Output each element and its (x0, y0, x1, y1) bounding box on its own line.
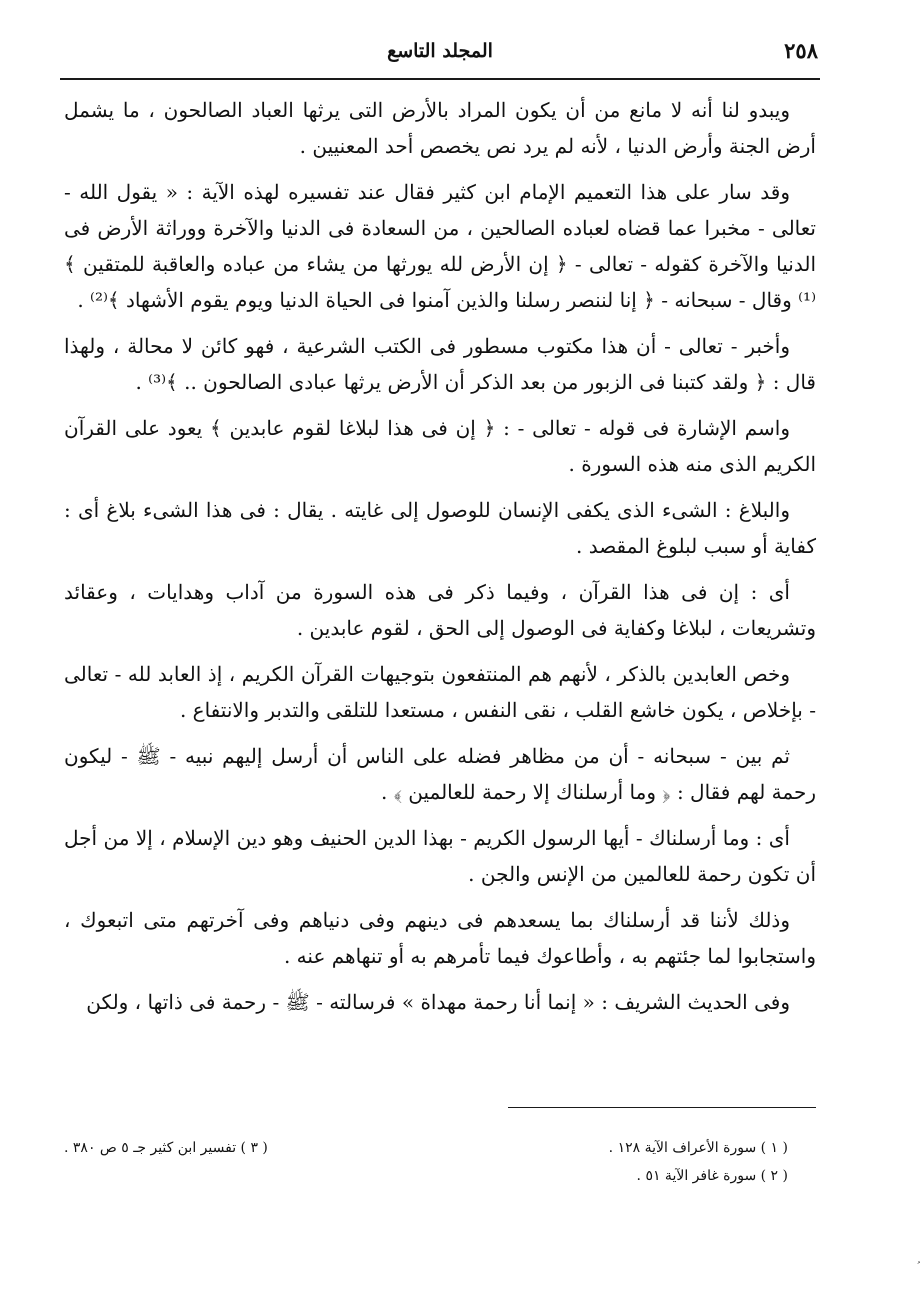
paragraph: وأخبر - تعالى - أن هذا مكتوب مسطور فى الكتب الشرعية ، فهو كائن لا محالة ، ولهذا قال : ﴿ ولقد كتبنا فى الزبور من بعد الذكر أن الأرض يرثها عبادى الصالحون .. ﴾⁽³⁾ . (64, 334, 816, 394)
paragraph: وخص العابدين بالذكر ، لأنهم هم المنتفعون بتوجيهات القرآن الكريم ، إذ العابد لله - تعالى - بإخلاص ، يكون خاشع القلب ، نقى النفس ، مستعدا للتلقى والتدبر والانتفاع . (64, 662, 816, 722)
body-text (64, 92, 816, 1030)
paragraph: والبلاغ : الشىء الذى يكفى الإنسان للوصول إلى غايته . يقال : فى هذا الشىء بلاغ أى : كفاية أو سبب لبلوغ المقصد . (64, 498, 816, 558)
running-title: المجلد التاسع (387, 40, 493, 62)
paragraph: ثم بين - سبحانه - أن من مظاهر فضله على الناس أن أرسل إليهم نبيه - ﷺ - ليكون رحمة لهم فقال : ﴿ وما أرسلناك إلا رحمة للعالمين ﴾ . (64, 744, 816, 804)
header-rule (60, 78, 820, 80)
page-header (62, 36, 818, 80)
paragraph: ويبدو لنا أنه لا مانع من أن يكون المراد بالأرض التى يرثها العباد الصالحون ، ما يشمل أرض الجنة وأرض الدنيا ، لأنه لم يرد نص يخصص أحد المعنيين . (64, 98, 816, 158)
scan-edge-mark: ﹸ (917, 1262, 920, 1272)
paragraph: واسم الإشارة فى قوله - تعالى - : ﴿ إن فى هذا لبلاغا لقوم عابدين ﴾ يعود على القرآن الكريم الذى منه هذه السورة . (64, 416, 816, 476)
paragraph: وقد سار على هذا التعميم الإمام ابن كثير فقال عند تفسيره لهذه الآية : « يقول الله - تعالى - مخبرا عما قضاه لعباده الصالحين ، من السعادة فى الدنيا والآخرة ووراثة الأرض فى الدنيا والآخرة كقوله - تعالى - ﴿ إن الأرض لله يورثها من يشاء من عباده والعاقبة للمتقين ﴾⁽¹⁾ وقال - سبحانه - ﴿ إنا لننصر رسلنا والذين آمنوا فى الحياة الدنيا ويوم يقوم الأشهاد ﴾⁽²⁾ . (64, 180, 816, 312)
paragraph: وذلك لأننا قد أرسلناك بما يسعدهم فى دينهم وفى دنياهم وفى آخرتهم متى اتبعوك ، واستجابوا لما جئتهم به ، وأطاعوك فيما تأمرهم به أو تنهاهم عنه . (64, 908, 816, 968)
paragraph: وفى الحديث الشريف : « إنما أنا رحمة مهداة » فرسالته - ﷺ - رحمة فى ذاتها ، ولكن (86, 990, 790, 1014)
footnote-rule (508, 1107, 816, 1108)
paragraph: أى : إن فى هذا القرآن ، وفيما ذكر فى هذه السورة من آداب وهدايات ، وعقائد وتشريعات ، لبلاغا وكفاية فى الوصول إلى الحق ، لقوم عابدين . (64, 580, 816, 640)
footnote-1: ( ١ ) سورة الأعراف الآية ١٢٨ . (608, 1140, 788, 1156)
page-number: ٢٥٨ (784, 38, 818, 63)
footnote-3: ( ٣ ) تفسير ابن كثير جـ ٥ ص ٣٨٠ . (64, 1140, 268, 1156)
paragraph: أى : وما أرسلناك - أيها الرسول الكريم - بهذا الدين الحنيف وهو دين الإسلام ، إلا من أجل أن تكون رحمة للعالمين من الإنس والجن . (64, 826, 816, 886)
footnote-2: ( ٢ ) سورة غافر الآية ٥١ . (636, 1168, 788, 1184)
